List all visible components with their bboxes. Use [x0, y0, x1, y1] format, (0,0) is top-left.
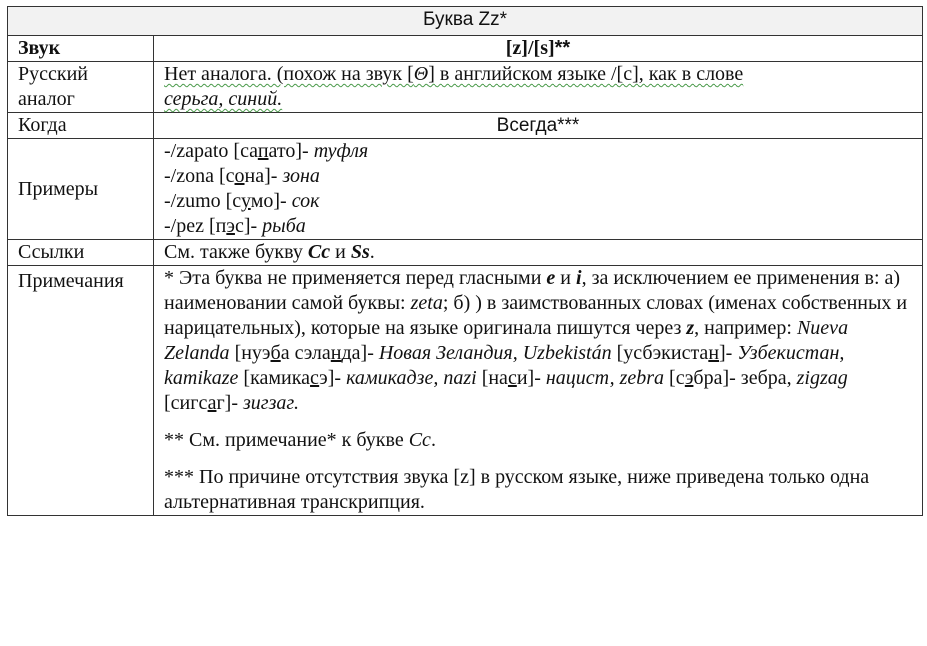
value-russian-analog: Нет аналога. (похож на звук [Θ] в английском языке /[с], как в слове серьга, синий. — [154, 62, 923, 113]
row-examples — [8, 139, 923, 240]
value-notes — [154, 266, 923, 516]
row-links — [8, 240, 923, 266]
label-sound: Звук — [8, 36, 154, 62]
example-item: -/pez [пэс]- рыба — [164, 215, 306, 237]
row-sound — [8, 36, 923, 62]
row-notes — [8, 266, 923, 516]
table-title — [8, 7, 923, 36]
note-1: * Эта буква не применяется перед гласными e и i, за исключением ее применения в: а) наименовании самой буквы: zeta; б) ) в заимствованных словах (именах собственных и нарицательных), которые на языке оригинала пишутся через z, например: Nueva Zelanda [нуэба сэланда]- Новая Зеландия, Uzbekistán [усбэкистан]- Узбекистан, kamikaze [камикасэ]- камикадзе, nazi [наси]- нацист, zebra [сэбра]- зебра, zigzag [сигсаг]- зигзаг. — [164, 267, 908, 414]
row-when — [8, 113, 923, 139]
label-links: Ссылки — [8, 240, 154, 266]
label-russian-analog: Русский аналог — [8, 62, 154, 113]
note-3: *** По причине отсутствия звука [z] в русском языке, ниже приведена только одна альтернативная транскрипция. — [164, 466, 870, 513]
label-examples: Примеры — [8, 139, 154, 240]
example-item: -/zumo [сумо]- сок — [164, 190, 320, 212]
label-notes: Примечания — [8, 266, 154, 516]
value-sound: [z]/[s]** — [154, 36, 923, 62]
example-item: -/zapato [сапато]- туфля — [164, 140, 369, 162]
note-2: ** См. примечание* к букве Cc. — [164, 429, 436, 451]
value-examples — [154, 139, 923, 240]
example-item: -/zona [сона]- зона — [164, 165, 320, 187]
value-links: См. также букву Cc и Ss. — [154, 240, 923, 266]
label-when: Когда — [8, 113, 154, 139]
row-russian-analog — [8, 62, 923, 113]
value-when: Всегда*** — [154, 113, 923, 139]
title-text: Буква Zz* — [422, 9, 508, 30]
letter-table — [7, 6, 923, 516]
